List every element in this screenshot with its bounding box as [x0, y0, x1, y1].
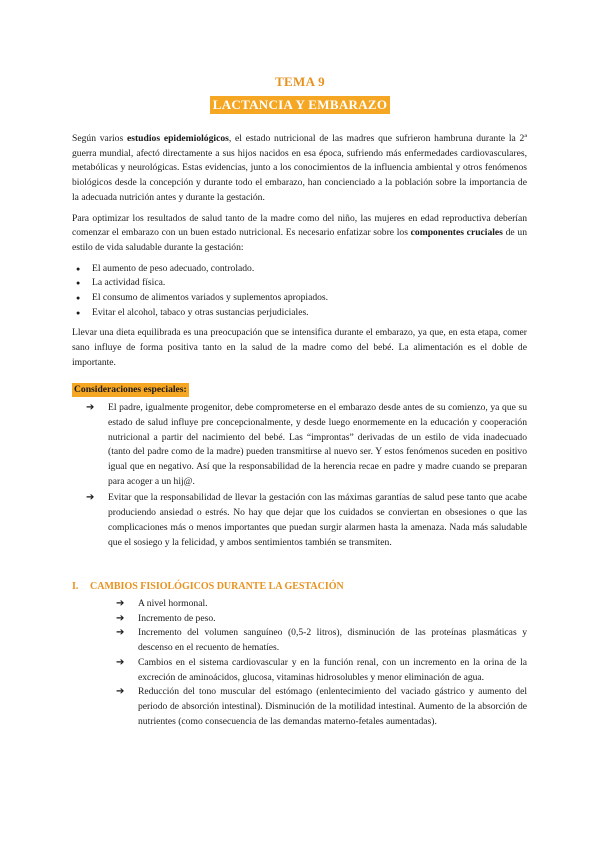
right-arrow-icon: ➔ — [86, 402, 95, 414]
list-item: ➔ El padre, igualmente progenitor, debe comprometerse en el embarazo desde antes de su comienzo, ya que su estado de salud influye pre concepcionalmente, y desde luego enormemente en la educación y cooperación nutricional a partir del nacimiento del bebé. Las “improntas” derivadas de un estilo de vida inadecuado (tanto del padre como de la madre) pueden transmitirse al nuevo ser. Y estos fenómenos suceden en positivo igual que en negativo. Así que la responsabilidad de la herencia recae en padre y madre cuando se preparan para acoger a un hij@. — [86, 402, 527, 487]
bold-term: componentes cruciales — [410, 227, 503, 239]
page-title: TEMA 9 — [275, 74, 325, 89]
list-item: ➔ Cambios en el sistema cardiovascular y en la función renal, con un incremento en la orina de la excreción de aminoácidos, glucosa, vitaminas hidrosolubles y menor eliminación de agua. — [116, 656, 527, 683]
list-item: ➔ A nivel hormonal. — [116, 597, 527, 612]
right-arrow-icon: ➔ — [116, 627, 125, 639]
intro-paragraph-1: Según varios estudios epidemiológicos, el estado nutricional de las madres que sufrieron hambruna durante la 2ª guerra mundial, afectó directamente a sus hijos nacidos en esa época, sufriendo más enfermedades cardiovasculares, metabólicas y neurológicas. Estas evidencias, junto a los conocimientos de la influencia ambiental y otros fenómenos biológicos desde la concepción y durante todo el embarazo, han concienciado a la población sobre la importancia de la adecuada nutrición antes y durante la gestación. — [72, 133, 527, 203]
intro-paragraph-2: Para optimizar los resultados de salud tanto de la madre como del niño, las mujeres en edad reproductiva deberían comenzar el embarazo con un buen estado nutricional. Es necesario enfatizar sobre los componentes cruciales de un estilo de vida saludable durante la gestación: — [72, 212, 527, 253]
bold-term: estudios epidemiológicos — [127, 133, 229, 144]
list-item: ● Evitar el alcohol, tabaco y otras sustancias perjudiciales. — [72, 306, 527, 321]
right-arrow-icon: ➔ — [116, 686, 125, 698]
page-subtitle: LACTANCIA Y EMBARAZO — [210, 96, 391, 114]
list-item: ● La actividad física. — [72, 276, 527, 291]
right-arrow-icon: ➔ — [116, 612, 125, 624]
document-body — [72, 132, 527, 729]
section-heading: I. CAMBIOS FISIOLÓGICOS DURANTE LA GESTACIÓN — [72, 581, 344, 593]
special-considerations-heading: Consideraciones especiales: — [72, 383, 189, 398]
list-item: ➔ Reducción del tono muscular del estómago (enlentecimiento del vaciado gástrico y aumento del periodo de absorción intestinal). Disminución de la motilidad intestinal. Aumento de la absorción de nutrientes (como consecuencia de las demandas materno-fetales aumentadas). — [116, 686, 527, 727]
special-considerations-list — [72, 401, 527, 550]
list-item: ➔ Incremento de peso. — [116, 612, 527, 627]
bullet-list — [72, 262, 527, 321]
physiological-changes-list — [72, 597, 527, 729]
list-item: ➔ Evitar que la responsabilidad de llevar la gestación con las máximas garantías de salud pese tanto que acabe produciendo ansiedad o estrés. No hay que dejar que los cuidados se conviertan en obsesiones o que las complicaciones más o menos importantes que puedan surgir alarmen hasta la amenaza. Nada más saludable que el sosiego y la felicidad, y ambos sentimientos también se transmiten. — [86, 492, 527, 548]
list-item: ● El consumo de alimentos variados y suplementos apropiados. — [72, 291, 527, 306]
right-arrow-icon: ➔ — [116, 597, 125, 609]
list-item: ● El aumento de peso adecuado, controlado. — [72, 262, 527, 277]
list-item: ➔ Incremento del volumen sanguíneo (0,5-2 litros), disminución de las proteínas plasmáticas y descenso en el recuento de hematíes. — [116, 627, 527, 654]
paragraph-3: Llevar una dieta equilibrada es una preocupación que se intensifica durante el embarazo, ya que, en esta etapa, comer sano influye de forma positiva tanto en la salud de la madre como del bebé. La alimentación es el doble de importante. — [72, 327, 527, 368]
right-arrow-icon: ➔ — [116, 656, 125, 668]
right-arrow-icon: ➔ — [86, 492, 95, 504]
